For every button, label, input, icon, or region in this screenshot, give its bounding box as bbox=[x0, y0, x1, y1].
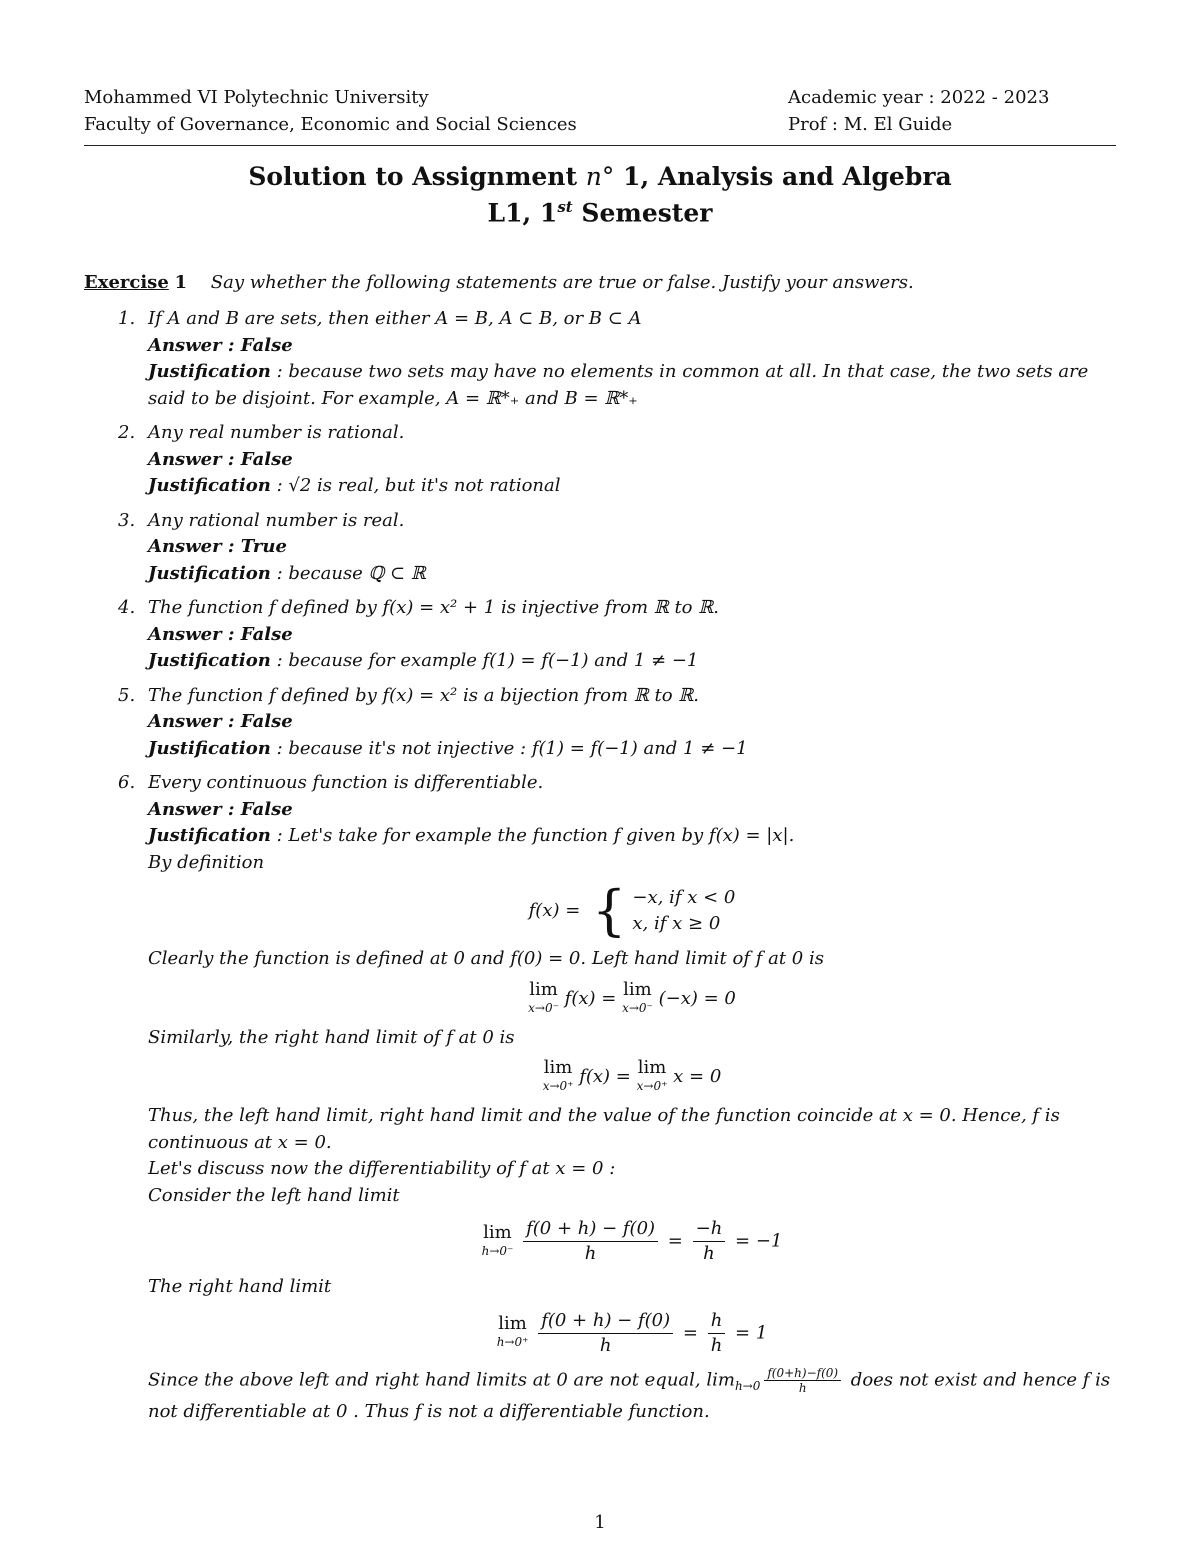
lim-word: lim bbox=[483, 1221, 512, 1243]
exercise-heading bbox=[84, 272, 1116, 293]
lim-subscript: h→0⁺ bbox=[496, 1335, 529, 1349]
title-part: 1, Analysis and Algebra bbox=[614, 162, 952, 191]
limit-operator bbox=[528, 978, 559, 1017]
by-definition-text: By definition bbox=[148, 851, 265, 873]
right-derivative-equation bbox=[148, 1309, 1116, 1358]
title-line-1 bbox=[84, 162, 1116, 192]
justification-label: Justification bbox=[148, 562, 271, 584]
item-justification bbox=[148, 823, 1116, 850]
limit-operator bbox=[497, 1315, 529, 1351]
fraction-denominator: h bbox=[599, 1334, 612, 1356]
exercise-label: Exercise bbox=[84, 272, 169, 293]
paper-page bbox=[84, 0, 1116, 1553]
conclusion-part: does not exist and hence f is not differentiable at 0 . Thus f is not a differentiable function. bbox=[148, 1369, 1111, 1423]
answer-value: False bbox=[240, 448, 293, 470]
lim-word: lim bbox=[498, 1313, 527, 1334]
answer-label: Answer : bbox=[148, 536, 241, 557]
lim-subscript: x→0⁻ bbox=[622, 1000, 653, 1015]
case-negative: −x, if x < 0 bbox=[632, 887, 736, 908]
exercise-number: 1 bbox=[174, 272, 188, 293]
limit-operator bbox=[481, 1221, 514, 1260]
university-name: Mohammed VI Polytechnic University bbox=[84, 87, 429, 108]
title-part: L1, 1 bbox=[487, 198, 558, 228]
equation-part: f(x) = bbox=[579, 1066, 631, 1087]
title-line-2 bbox=[84, 192, 1116, 228]
simplified-fraction bbox=[693, 1217, 726, 1266]
document-title bbox=[84, 162, 1116, 228]
final-conclusion bbox=[148, 1366, 1116, 1426]
list-item bbox=[84, 683, 1116, 763]
page-number: 1 bbox=[594, 1512, 606, 1533]
case-nonnegative: x, if x ≥ 0 bbox=[632, 913, 721, 934]
header-left bbox=[84, 84, 577, 138]
equation-part: x = 0 bbox=[673, 1066, 722, 1087]
lim-word: lim bbox=[529, 978, 558, 1000]
justification-label: Justification bbox=[148, 650, 271, 671]
item-number: 5. bbox=[118, 684, 136, 706]
clearly-text: Clearly the function is defined at 0 and f(0) = 0. Left hand limit of f at 0 is bbox=[148, 948, 824, 969]
lim-subscript: h→0 bbox=[734, 1378, 761, 1393]
justification-text: : √2 is real, but it's not rational bbox=[270, 475, 561, 496]
item-number: 2. bbox=[118, 422, 136, 443]
continuity-conclusion: Thus, the left hand limit, right hand limit and the value of the function coincide at x = 0. Hence, f is continuous at x = 0. bbox=[148, 1105, 1060, 1153]
fraction-denominator: h bbox=[798, 1380, 807, 1395]
fraction-denominator: h bbox=[584, 1243, 597, 1264]
piecewise-cases bbox=[586, 879, 736, 942]
limit-operator bbox=[543, 1059, 574, 1095]
faculty-name: Faculty of Governance, Economic and Social Sciences bbox=[84, 114, 577, 135]
justification-label: Justification bbox=[148, 475, 271, 496]
item-statement: The function f defined by f(x) = x² is a bijection from ℝ to ℝ. bbox=[148, 684, 699, 706]
conclusion-part: Since the above left and right hand limits at 0 are not equal, lim bbox=[148, 1369, 735, 1390]
item-number: 3. bbox=[118, 509, 136, 531]
fraction-numerator: h bbox=[708, 1309, 726, 1334]
limit-operator bbox=[622, 978, 653, 1017]
consider-left-text: Consider the left hand limit bbox=[148, 1184, 400, 1206]
justification-text: : because for example f(1) = f(−1) and 1 ≠ −1 bbox=[270, 650, 699, 671]
academic-year: Academic year : 2022 - 2023 bbox=[788, 87, 1050, 108]
professor-name: Prof : M. El Guide bbox=[788, 114, 953, 135]
justification-text: : Let's take for example the function f given by f(x) = |x|. bbox=[270, 825, 795, 846]
case-lines bbox=[632, 885, 735, 937]
item-statement: Every continuous function is differentiable. bbox=[148, 772, 544, 793]
lim-subscript: x→0⁻ bbox=[528, 1000, 559, 1015]
answer-label: Answer : bbox=[148, 711, 241, 732]
item-answer bbox=[148, 797, 1116, 824]
list-item bbox=[84, 508, 1116, 588]
title-number-symbol: n° bbox=[585, 162, 615, 191]
item-answer bbox=[148, 447, 1116, 474]
limit-operator bbox=[637, 1059, 668, 1095]
item-statement: If A and B are sets, then either A = B, A ⊂ B, or B ⊂ A bbox=[148, 308, 642, 329]
fraction-numerator: −h bbox=[693, 1217, 726, 1242]
justification-text: : because ℚ ⊂ ℝ bbox=[270, 562, 426, 584]
answer-label: Answer : bbox=[148, 623, 241, 645]
differentiability-intro: Let's discuss now the differentiability of f at x = 0 : bbox=[148, 1158, 616, 1179]
item-answer bbox=[148, 622, 1116, 649]
item-justification bbox=[148, 736, 1116, 763]
list-item bbox=[84, 420, 1116, 500]
fraction-denominator: h bbox=[703, 1243, 715, 1264]
item-number: 6. bbox=[118, 772, 136, 793]
left-limit-equation bbox=[148, 978, 1116, 1017]
item-justification bbox=[148, 561, 1116, 588]
answer-value: False bbox=[240, 623, 293, 645]
justification-label: Justification bbox=[148, 825, 271, 846]
fraction-numerator: f(0 + h) − f(0) bbox=[538, 1309, 673, 1334]
list-item bbox=[84, 770, 1116, 1426]
list-item bbox=[84, 595, 1116, 675]
left-derivative-equation bbox=[148, 1217, 1116, 1266]
answer-label: Answer : bbox=[148, 448, 241, 470]
answer-value: False bbox=[240, 711, 293, 732]
title-part: Solution to Assignment bbox=[248, 162, 586, 191]
left-brace-symbol: { bbox=[592, 879, 627, 942]
piecewise-definition bbox=[148, 879, 1116, 942]
title-superscript: st bbox=[557, 198, 573, 216]
inline-fraction bbox=[764, 1366, 841, 1395]
similarly-text: Similarly, the right hand limit of f at 0 is bbox=[148, 1026, 515, 1048]
lim-word: lim bbox=[623, 978, 652, 1000]
equation-part: (−x) = 0 bbox=[658, 987, 736, 1009]
justification-label: Justification bbox=[148, 737, 271, 759]
equals-sign: = bbox=[682, 1322, 698, 1343]
answer-value: False bbox=[240, 334, 293, 356]
fraction-denominator: h bbox=[710, 1334, 723, 1356]
list-item bbox=[84, 306, 1116, 412]
fraction-numerator: f(0+h)−f(0) bbox=[764, 1366, 841, 1381]
equation-result: = 1 bbox=[735, 1322, 768, 1343]
item-justification bbox=[148, 648, 1116, 675]
answer-label: Answer : bbox=[148, 334, 241, 356]
piecewise-lhs: f(x) = bbox=[528, 900, 581, 921]
item-answer bbox=[148, 333, 1116, 360]
right-limit-equation bbox=[148, 1059, 1116, 1095]
item-number: 1. bbox=[118, 308, 136, 329]
equals-sign: = bbox=[667, 1230, 683, 1252]
difference-quotient bbox=[538, 1309, 673, 1358]
answer-label: Answer : bbox=[148, 798, 241, 820]
header-rule bbox=[84, 145, 1116, 146]
justification-text: : because two sets may have no elements in common at all. In that case, the two sets are said to be disjoint. For example, A = ℝ*₊ and B = ℝ*₊ bbox=[148, 361, 1089, 409]
item-answer bbox=[148, 709, 1116, 736]
lim-subscript: x→0⁺ bbox=[636, 1079, 668, 1093]
item-statement: Any rational number is real. bbox=[148, 509, 405, 531]
exercise-items bbox=[84, 306, 1116, 1434]
equation-result: = −1 bbox=[735, 1230, 783, 1252]
exercise-instruction: Say whether the following statements are true or false. Justify your answers. bbox=[210, 272, 914, 293]
fraction-numerator: f(0 + h) − f(0) bbox=[523, 1217, 658, 1242]
equation-part: f(x) = bbox=[564, 987, 617, 1009]
item-justification bbox=[148, 473, 1116, 500]
lim-word: lim bbox=[543, 1057, 573, 1078]
item-answer bbox=[148, 534, 1116, 561]
justification-text: : because it's not injective : f(1) = f(−1) and 1 ≠ −1 bbox=[270, 737, 748, 759]
item-number: 4. bbox=[118, 597, 136, 618]
justification-label: Justification bbox=[148, 361, 271, 382]
item-justification bbox=[148, 359, 1116, 412]
difference-quotient bbox=[523, 1217, 658, 1266]
answer-value: True bbox=[240, 536, 287, 557]
item-statement: The function f defined by f(x) = x² + 1 is injective from ℝ to ℝ. bbox=[148, 597, 719, 618]
lim-subscript: x→0⁺ bbox=[542, 1079, 574, 1093]
answer-value: False bbox=[240, 798, 293, 820]
lim-word: lim bbox=[637, 1057, 667, 1078]
right-hand-text: The right hand limit bbox=[148, 1276, 332, 1297]
simplified-fraction bbox=[708, 1309, 726, 1358]
item-statement: Any real number is rational. bbox=[148, 422, 405, 443]
lim-subscript: h→0⁻ bbox=[481, 1243, 514, 1258]
title-part: Semester bbox=[572, 198, 713, 228]
header-right bbox=[788, 84, 1049, 138]
